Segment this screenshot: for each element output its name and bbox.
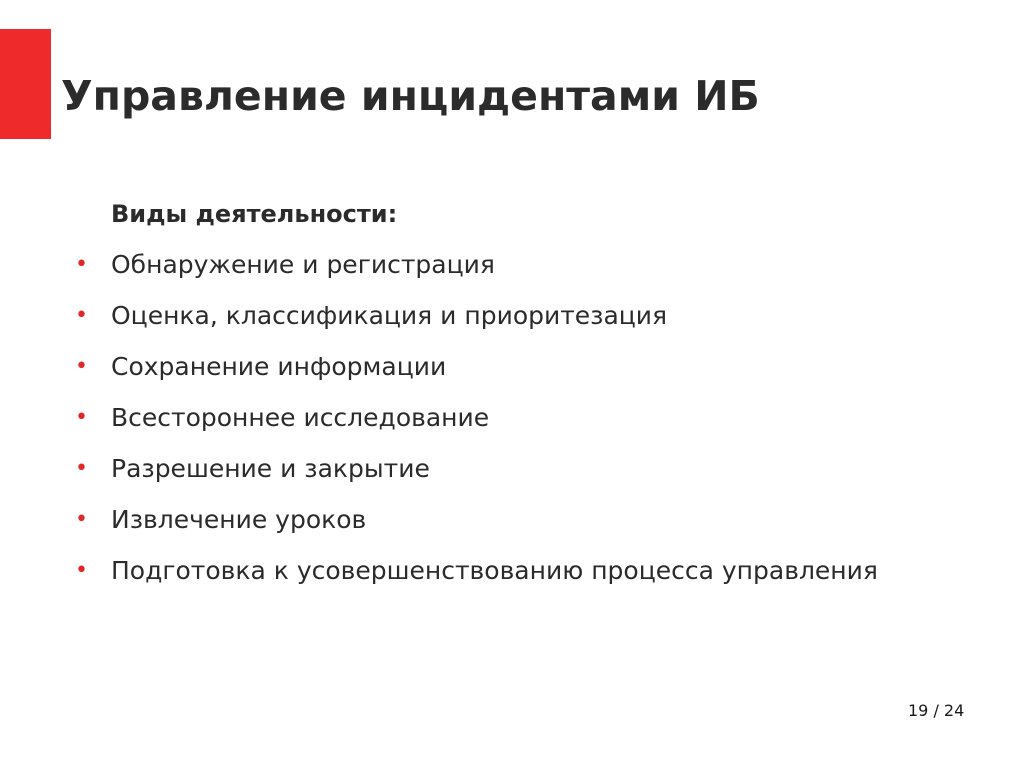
bullet-icon: • <box>75 354 88 379</box>
list-item-text: Извлечение уроков <box>111 505 367 534</box>
page-number: 19 / 24 <box>908 701 965 720</box>
bullet-icon: • <box>75 252 88 277</box>
accent-bar <box>0 29 51 139</box>
list-item-text: Подготовка к усовершенствованию процесса управления <box>111 556 878 585</box>
slide-title: Управление инцидентами ИБ <box>61 72 760 120</box>
bullet-icon: • <box>75 303 88 328</box>
bullet-icon: • <box>75 405 88 430</box>
list-item-text: Обнаружение и регистрация <box>111 250 495 279</box>
list-item-text: Всестороннее исследование <box>111 403 490 432</box>
bullet-icon: • <box>75 558 88 583</box>
list-item-text: Оценка, классификация и приоритезация <box>111 301 668 330</box>
section-subheading: Виды деятельности: <box>111 200 398 228</box>
bullet-icon: • <box>75 456 88 481</box>
bullet-icon: • <box>75 507 88 532</box>
list-item-text: Сохранение информации <box>111 352 447 381</box>
list-item-text: Разрешение и закрытие <box>111 454 430 483</box>
